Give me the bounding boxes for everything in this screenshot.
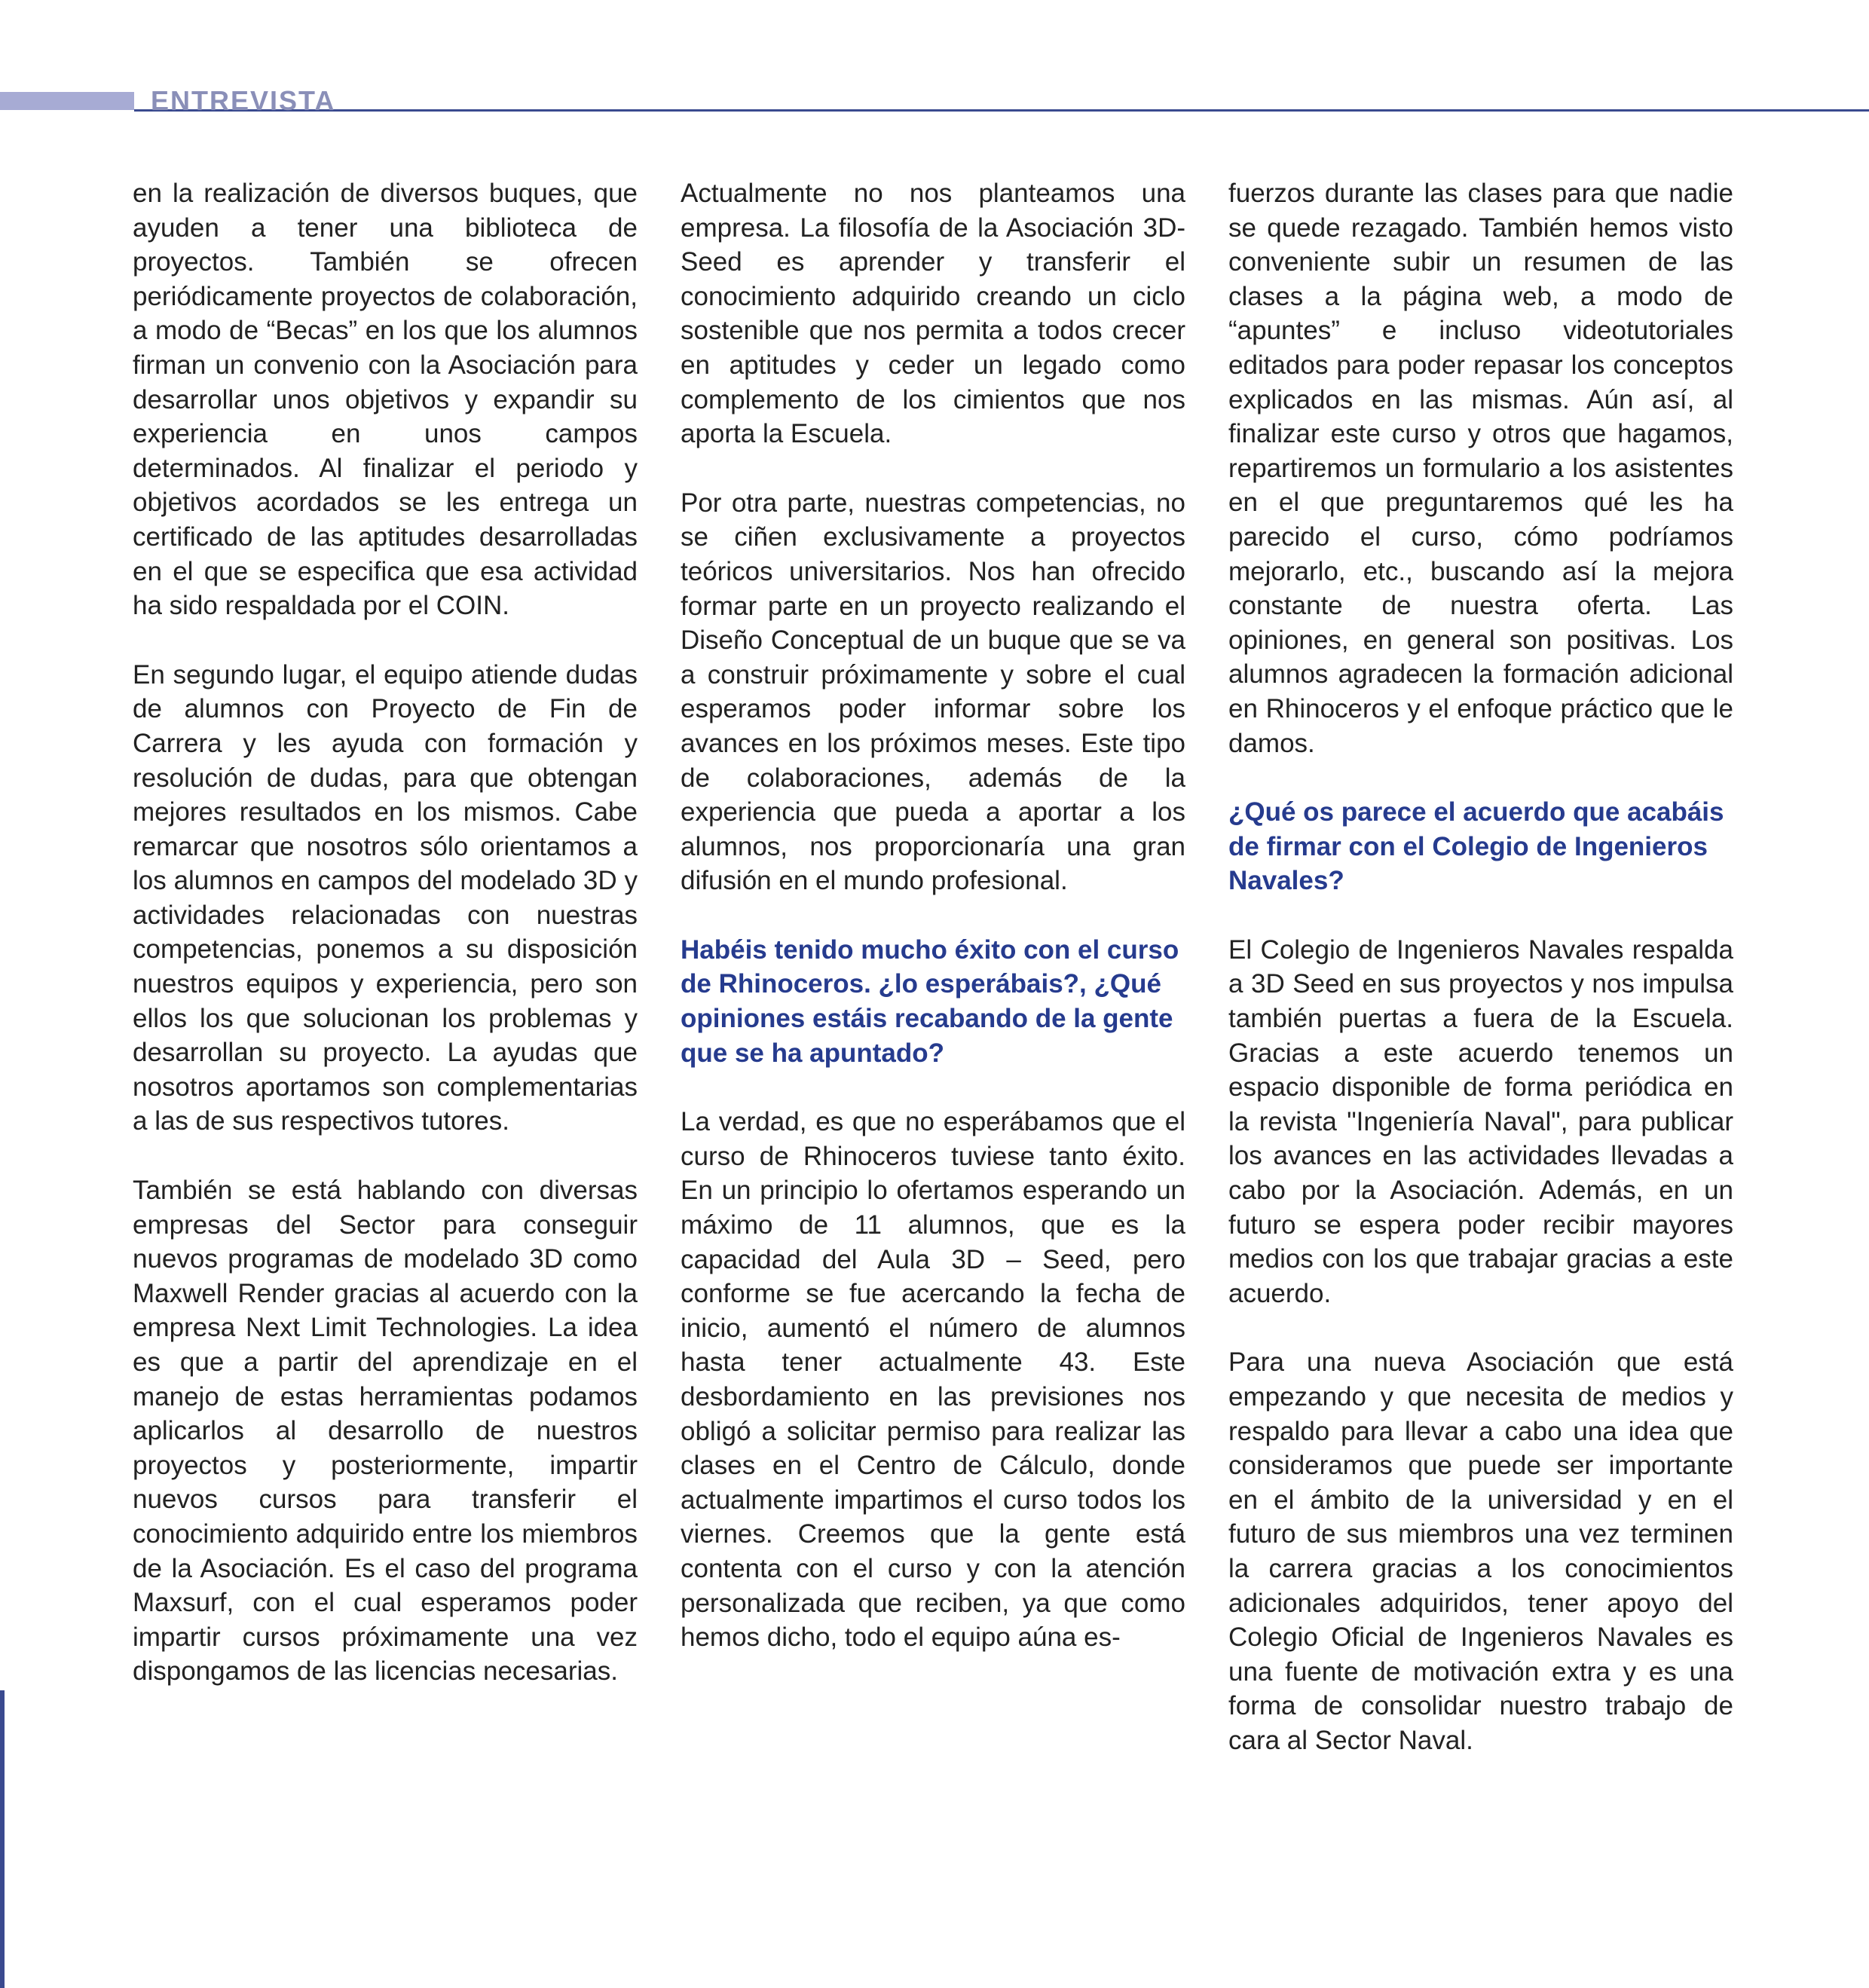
article-column-2 — [681, 176, 1185, 1690]
paragraph: en la realización de diversos buques, que ayuden a tener una biblioteca de proyectos. También se ofrecen periódicamente proyectos de colaboración, a modo de “Becas” en los que los alumnos firman un convenio con la Asociación para desarrollar unos objetivos y expandir su experiencia en unos campos determinados. Al finalizar el periodo y objetivos acordados se les entrega un certificado de las aptitudes desarrolladas en el que se especifica que esa actividad ha sido respaldada por el COIN. — [133, 179, 638, 621]
interview-question: ¿Qué os parece el acuerdo que acabáis de firmar con el Colegio de Ingenieros Navales? — [1228, 797, 1724, 896]
paragraph: La verdad, es que no esperábamos que el curso de Rhinoceros tuviese tanto éxito. En un principio lo ofertamos esperando un máximo de 11 alumnos, que es la capacidad del Aula 3D – Seed, pero conforme se fue acercando la fecha de inicio, aumentó el número de alumnos hasta tener actualmente 43. Este desbordamiento en las previsiones nos obligó a solicitar permiso para realizar las clases en el Centro de Cálculo, donde actualmente impartimos el curso todos los viernes. Creemos que la gente está contenta con el curso y con la atención personalizada que reciben, ya que como hemos dicho, todo el equipo aúna es- — [681, 1107, 1185, 1653]
header-rule — [134, 109, 1869, 112]
paragraph: En segundo lugar, el equipo atiende dudas de alumnos con Proyecto de Fin de Carrera y les ayuda con formación y resolución de dudas, para que obtengan mejores resultados en los mismos. Cabe remarcar que nosotros sólo orientamos a los alumnos en campos del modelado 3D y actividades relacionadas con nuestras competencias, ponemos a su disposición nuestros equipos y experiencia, pero son ellos los que solucionan los problemas y desarrollan su proyecto. La ayudas que nosotros aportamos son complementarias a las de sus respectivos tutores. — [133, 659, 638, 1136]
page-edge-bar — [0, 1690, 5, 1988]
paragraph: Por otra parte, nuestras competencias, no se ciñen exclusivamente a proyectos teóricos universitarios. Nos han ofrecido formar parte en un proyecto realizando el Diseño Conceptual de un buque que se va a construir próximamente y sobre el cual esperamos poder informar sobre los avances en los próximos meses. Este tipo de colaboraciones, además de la experiencia que pueda a aportar a los alumnos, nos proporcionaría una gran difusión en el mundo profesional. — [681, 488, 1185, 896]
interview-question: Habéis tenido mucho éxito con el curso de Rhinoceros. ¿lo esperábais?, ¿Qué opiniones estáis recabando de la gente que se ha apuntado? — [681, 934, 1179, 1068]
paragraph: Actualmente no nos planteamos una empresa. La filosofía de la Asociación 3D-Seed es aprender y transferir el conocimiento adquirido creando un ciclo sostenible que nos permita a todos crecer en aptitudes y ceder un legado como complemento de los cimientos que nos aporta la Escuela. — [681, 179, 1185, 449]
paragraph: fuerzos durante las clases para que nadie se quede rezagado. También hemos visto conveniente subir un resumen de las clases a la página web, a modo de “apuntes” e incluso videotutoriales editados para poder repasar los conceptos explicados en las mismas. Aún así, al finalizar este curso y otros que hagamos, repartiremos un formulario a los asistentes en el que preguntaremos qué les ha parecido el curso, cómo podríamos mejorarlo, etc., buscando así la mejora constante de nuestra oferta. Las opiniones, en general son positivas. Los alumnos agradecen la formación adicional en Rhinoceros y el enfoque práctico que le damos. — [1228, 179, 1733, 758]
article-column-3 — [1228, 176, 1733, 1793]
header-accent-bar — [0, 92, 134, 110]
article-column-1 — [133, 176, 638, 1723]
section-label: ENTREVISTA — [151, 85, 336, 116]
paragraph: También se está hablando con diversas empresas del Sector para conseguir nuevos programas de modelado 3D como Maxwell Render gracias al acuerdo con la empresa Next Limit Technologies. La idea es que a partir del aprendizaje en el manejo de estas herramientas podamos aplicarlos al desarrollo de nuestros proyectos y posteriormente, impartir nuevos cursos para transferir el conocimiento adquirido entre los miembros de la Asociación. Es el caso del programa Maxsurf, con el cual esperamos poder impartir cursos próximamente una vez dispongamos de las licencias necesarias. — [133, 1176, 638, 1687]
paragraph: Para una nueva Asociación que está empezando y que necesita de medios y respaldo para llevar a cabo una idea que consideramos que puede ser importante en el ámbito de la universidad y en el futuro de sus miembros una vez terminen la carrera gracias a los conocimientos adicionales adquiridos, tener apoyo del Colegio Oficial de Ingenieros Navales es una fuente de motivación extra y es una forma de consolidar nuestro trabajo de cara al Sector Naval. — [1228, 1347, 1733, 1755]
paragraph: El Colegio de Ingenieros Navales respalda a 3D Seed en sus proyectos y nos impulsa también puertas a fuera de la Escuela. Gracias a este acuerdo tenemos un espacio disponible de forma periódica en la revista "Ingeniería Naval", para publicar los avances en las actividades llevadas a cabo por la Asociación. Además, en un futuro se espera poder recibir mayores medios con los que trabajar gracias a este acuerdo. — [1228, 934, 1733, 1308]
